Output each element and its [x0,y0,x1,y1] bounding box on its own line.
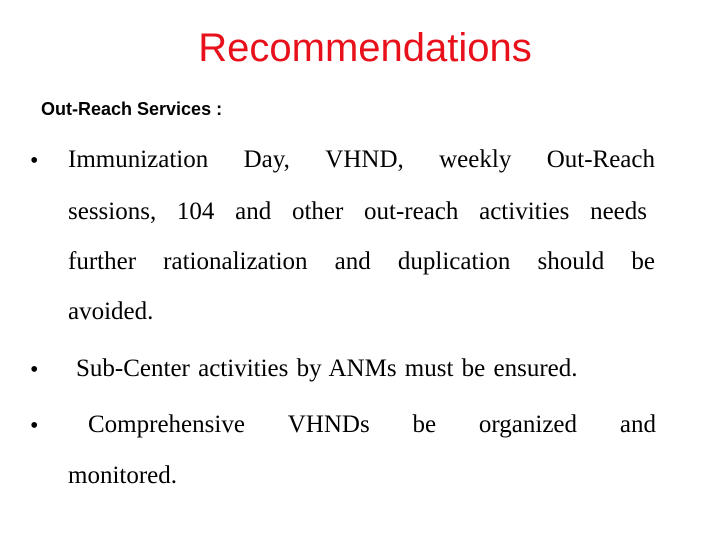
bullet-1-line-2: sessions, 104 and other out-reach activities needs [68,198,647,225]
bullet-3-line-2: monitored. [68,462,178,489]
section-heading: Out-Reach Services : [41,99,223,119]
bullet-marker: • [30,357,39,383]
slide-title: Recommendations [198,26,532,70]
bullet-3-line-1: Comprehensive VHNDs be organized and [88,411,656,438]
bullet-marker: • [30,413,39,439]
bullet-1-line-3: further rationalization and duplication should be [68,248,655,275]
bullet-marker: • [30,148,39,174]
bullet-1-line-1: Immunization Day, VHND, weekly Out-Reach [68,146,655,173]
bullet-2-line-1: Sub-Center activities by ANMs must be ensured. [76,355,578,382]
bullet-1-line-4: avoided. [68,298,154,325]
